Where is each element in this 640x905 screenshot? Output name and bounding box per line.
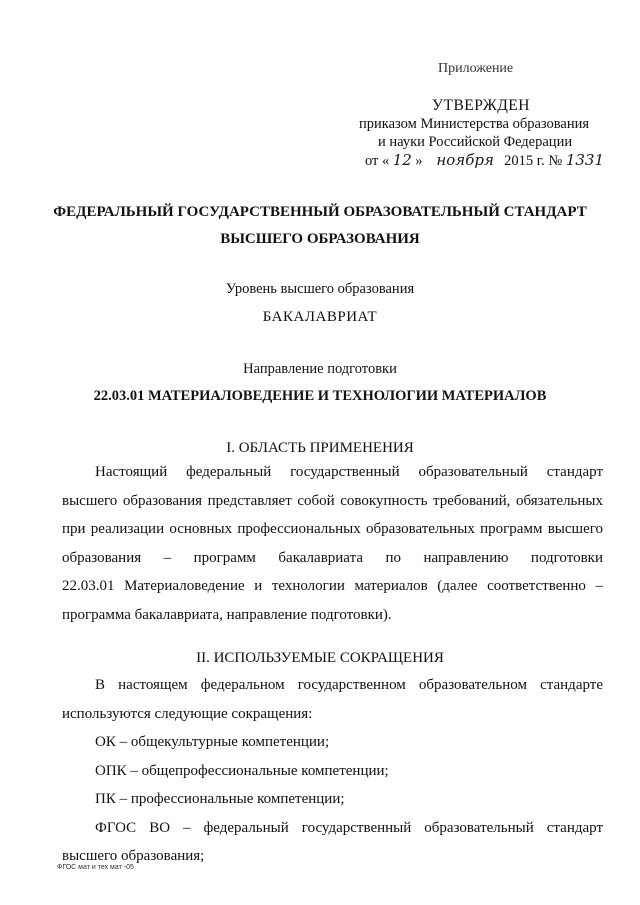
section-2-heading: II. ИСПОЛЬЗУЕМЫЕ СОКРАЩЕНИЯ: [196, 650, 444, 666]
abbreviation-item: ОПК – общепрофессиональные компетенции;: [95, 762, 389, 779]
paragraph-line: В настоящем федеральном государственном образовательном стандарте: [95, 677, 603, 693]
handwritten-order-number: 1331: [565, 151, 604, 169]
section-1-paragraph: [62, 458, 603, 629]
training-direction-label: Направление подготовки: [243, 361, 397, 377]
approved-label: УТВЕРЖДЕН: [432, 97, 530, 114]
document-title-line-1: ФЕДЕРАЛЬНЫЙ ГОСУДАРСТВЕННЫЙ ОБРАЗОВАТЕЛЬНЫЙ СТАНДАРТ: [53, 204, 587, 220]
abbreviation-item: ОК – общекультурные компетенции;: [95, 734, 330, 750]
handwritten-month: ноября: [436, 151, 494, 169]
order-date-line: [365, 151, 604, 170]
paragraph-line: высшего образования представляет собой совокупность требований, обязательных: [62, 492, 603, 509]
paragraph-line: Настоящий федеральный государственный образовательный стандарт: [95, 464, 603, 480]
training-direction-value: 22.03.01 МАТЕРИАЛОВЕДЕНИЕ И ТЕХНОЛОГИИ МАТЕРИАЛОВ: [93, 388, 547, 404]
order-line-2: и науки Российской Федерации: [378, 134, 573, 150]
paragraph-line: программа бакалавриата, направление подготовки).: [62, 606, 392, 623]
education-level-label: Уровень высшего образования: [225, 281, 415, 297]
abbreviation-item: ФГОС ВО – федеральный государственный образовательный стандарт: [95, 819, 603, 836]
paragraph-line: образования – программ бакалавриата по направлению подготовки: [62, 549, 603, 566]
date-quote-close: »: [415, 153, 423, 169]
section-2-paragraph: [62, 671, 603, 871]
paragraph-line: 22.03.01 Материаловедение и технологии материалов (далее соответственно –: [62, 578, 603, 594]
handwritten-day: 12: [392, 151, 412, 169]
date-year: 2015 г. №: [504, 153, 563, 169]
document-title-line-2: ВЫСШЕГО ОБРАЗОВАНИЯ: [220, 231, 420, 247]
abbreviation-item: ПК – профессиональные компетенции;: [95, 791, 345, 807]
date-prefix: от «: [365, 153, 390, 169]
appendix-label: Приложение: [438, 61, 514, 76]
paragraph-line: высшего образования;: [62, 848, 205, 864]
section-1-heading: I. ОБЛАСТЬ ПРИМЕНЕНИЯ: [226, 440, 414, 456]
paragraph-line: используются следующие сокращения:: [62, 705, 313, 722]
education-level-value: БАКАЛАВРИАТ: [262, 309, 378, 325]
paragraph-line: при реализации основных профессиональных образовательных программ высшего: [62, 521, 603, 537]
footer-file-label: ФГОС мат и тех мат -05: [57, 864, 134, 871]
order-line-1: приказом Министерства образования: [359, 116, 590, 132]
